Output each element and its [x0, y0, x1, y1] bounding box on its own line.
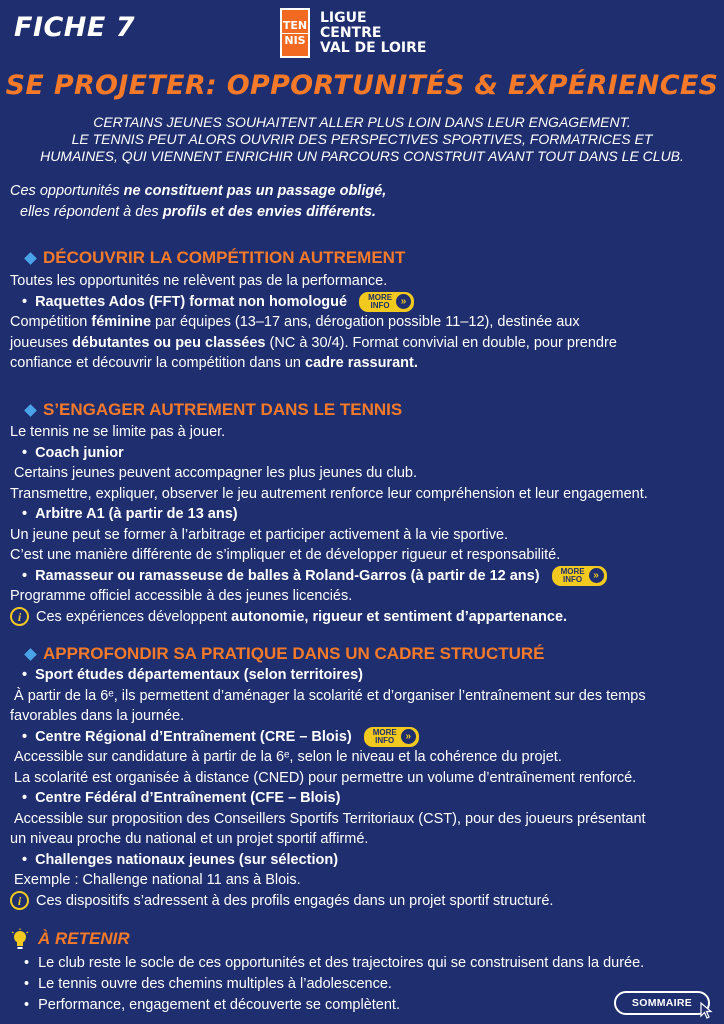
info-icon: i	[10, 891, 29, 910]
paragraph-line: Compétition féminine par équipes (13–17 ans, dérogation possible 11–12), destinée aux	[10, 314, 580, 330]
section-retenir	[10, 928, 716, 1016]
logo-box-bottom: NIS	[284, 33, 306, 47]
list-item: • Raquettes Ados (FFT) format non homologué MORE INFO »	[10, 292, 716, 313]
logo-text	[320, 11, 426, 56]
paragraph-line: joueuses débutantes ou peu classées (NC à 30/4). Format convivial en double, pour prendre	[10, 334, 617, 351]
section-structure	[10, 643, 716, 911]
more-info-button[interactable]: MORE INFO »	[364, 727, 419, 747]
list-item: • Ramasseur ou ramasseuse de balles à Roland-Garros (à partir de 12 ans) MORE INFO »	[10, 566, 716, 587]
chevron-right-icon: »	[401, 729, 416, 744]
note-text: Ces opportunités	[10, 183, 124, 199]
logo-line-1: LIGUE	[320, 9, 367, 26]
logo-line-3: VAL DE LOIRE	[320, 39, 427, 56]
paragraph-line: Un jeune peut se former à l’arbitrage et participer activement à la vie sportive.	[10, 526, 509, 543]
paragraph-line: favorables dans la journée.	[10, 708, 185, 724]
intro-note	[10, 181, 386, 223]
section-title: DÉCOUVRIR LA COMPÉTITION AUTREMENT	[26, 247, 716, 269]
info-line: i Ces dispositifs s’adressent à des profils engagés dans un projet sportif structuré.	[10, 891, 716, 912]
note-bold: profils et des envies différents.	[162, 204, 376, 220]
intro-line-3: HUMAINES, QUI VIENNENT ENRICHIR UN PARCOURS CONSTRUIT AVANT TOUT DANS LE CLUB.	[40, 148, 684, 164]
note-bold: ne constituent pas un passage obligé,	[123, 183, 387, 199]
page-title: SE PROJETER: OPPORTUNITÉS & EXPÉRIENCES	[5, 70, 719, 101]
pointer-icon	[700, 1002, 714, 1020]
paragraph-line: La scolarité est organisée à distance (CNED) pour permettre un volume d’entraînement renforcé.	[14, 769, 637, 786]
diamond-icon	[24, 404, 37, 417]
info-icon: i	[10, 607, 29, 626]
diamond-icon	[24, 648, 37, 661]
section-engager	[10, 399, 716, 627]
sommaire-button[interactable]: SOMMAIRE	[614, 991, 710, 1015]
paragraph-line: Transmettre, expliquer, observer le jeu autrement renforce leur compréhension et leur engagement.	[10, 485, 648, 502]
list-item: • Le tennis ouvre des chemins multiples à l’adolescence.	[10, 974, 716, 995]
list-item: • Le club reste le socle de ces opportunités et des trajectoires qui se construisent dans la durée.	[10, 953, 716, 974]
paragraph-line: Exemple : Challenge national 11 ans à Blois.	[14, 872, 301, 888]
section-title: S’ENGAGER AUTREMENT DANS LE TENNIS	[26, 399, 716, 421]
note-text: elles répondent à des	[20, 204, 163, 220]
paragraph-line: À partir de la 6ᵉ, ils permettent d’aménager la scolarité et d’organiser l’entraînement sur des temps	[14, 687, 646, 704]
ligue-logo	[280, 8, 426, 58]
more-info-button[interactable]: MORE INFO »	[552, 566, 607, 586]
section-title: APPROFONDIR SA PRATIQUE DANS UN CADRE STRUCTURÉ	[26, 643, 716, 665]
fiche-number: FICHE 7	[14, 12, 136, 43]
paragraph-line: Programme officiel accessible à des jeunes licenciés.	[10, 588, 353, 604]
list-item: • Coach junior	[10, 443, 716, 464]
intro-text	[0, 114, 724, 165]
intro-line-2: LE TENNIS PEUT ALORS OUVRIR DES PERSPECTIVES SPORTIVES, FORMATRICES ET	[71, 131, 653, 147]
paragraph-line: un niveau proche du national et un projet sportif affirmé.	[10, 831, 369, 847]
tennis-logo-box	[280, 8, 310, 58]
paragraph-line: C’est une manière différente de s’impliquer et de développer rigueur et responsabilité.	[10, 547, 561, 563]
paragraph-line: Accessible sur candidature à partir de la 6ᵉ, selon le niveau et la cohérence du projet.	[14, 749, 562, 765]
diamond-icon	[24, 252, 37, 265]
chevron-right-icon: »	[396, 294, 411, 309]
paragraph-line: Accessible sur proposition des Conseillers Sportifs Territoriaux (CST), pour des joueurs présentant	[14, 810, 646, 827]
section-intro: Le tennis ne se limite pas à jouer.	[10, 424, 226, 440]
intro-line-1: CERTAINS JEUNES SOUHAITENT ALLER PLUS LOIN DANS LEUR ENGAGEMENT.	[93, 114, 631, 130]
lightbulb-icon	[10, 928, 30, 950]
info-line: i Ces expériences développent autonomie, rigueur et sentiment d’appartenance.	[10, 607, 716, 628]
list-item: • Centre Régional d’Entraînement (CRE – Blois) MORE INFO »	[10, 727, 716, 748]
more-info-button[interactable]: MORE INFO »	[359, 292, 414, 312]
paragraph-line: confiance et découvrir la compétition dans un cadre rassurant.	[10, 355, 418, 371]
list-item: • Challenges nationaux jeunes (sur sélection)	[10, 850, 716, 871]
list-item: • Arbitre A1 (à partir de 13 ans)	[10, 504, 716, 525]
list-item: • Centre Fédéral d’Entraînement (CFE – Blois)	[10, 788, 716, 809]
logo-line-2: CENTRE	[320, 24, 382, 41]
section-competition	[10, 247, 716, 374]
list-item: • Sport études départementaux (selon territoires)	[10, 665, 716, 686]
section-title: À RETENIR	[10, 928, 716, 950]
chevron-right-icon: »	[589, 568, 604, 583]
section-intro: Toutes les opportunités ne relèvent pas de la performance.	[10, 273, 388, 289]
paragraph-line: Certains jeunes peuvent accompagner les plus jeunes du club.	[14, 465, 418, 481]
logo-box-top: TEN	[282, 18, 308, 32]
list-item: • Performance, engagement et découverte se complètent.	[10, 995, 716, 1016]
